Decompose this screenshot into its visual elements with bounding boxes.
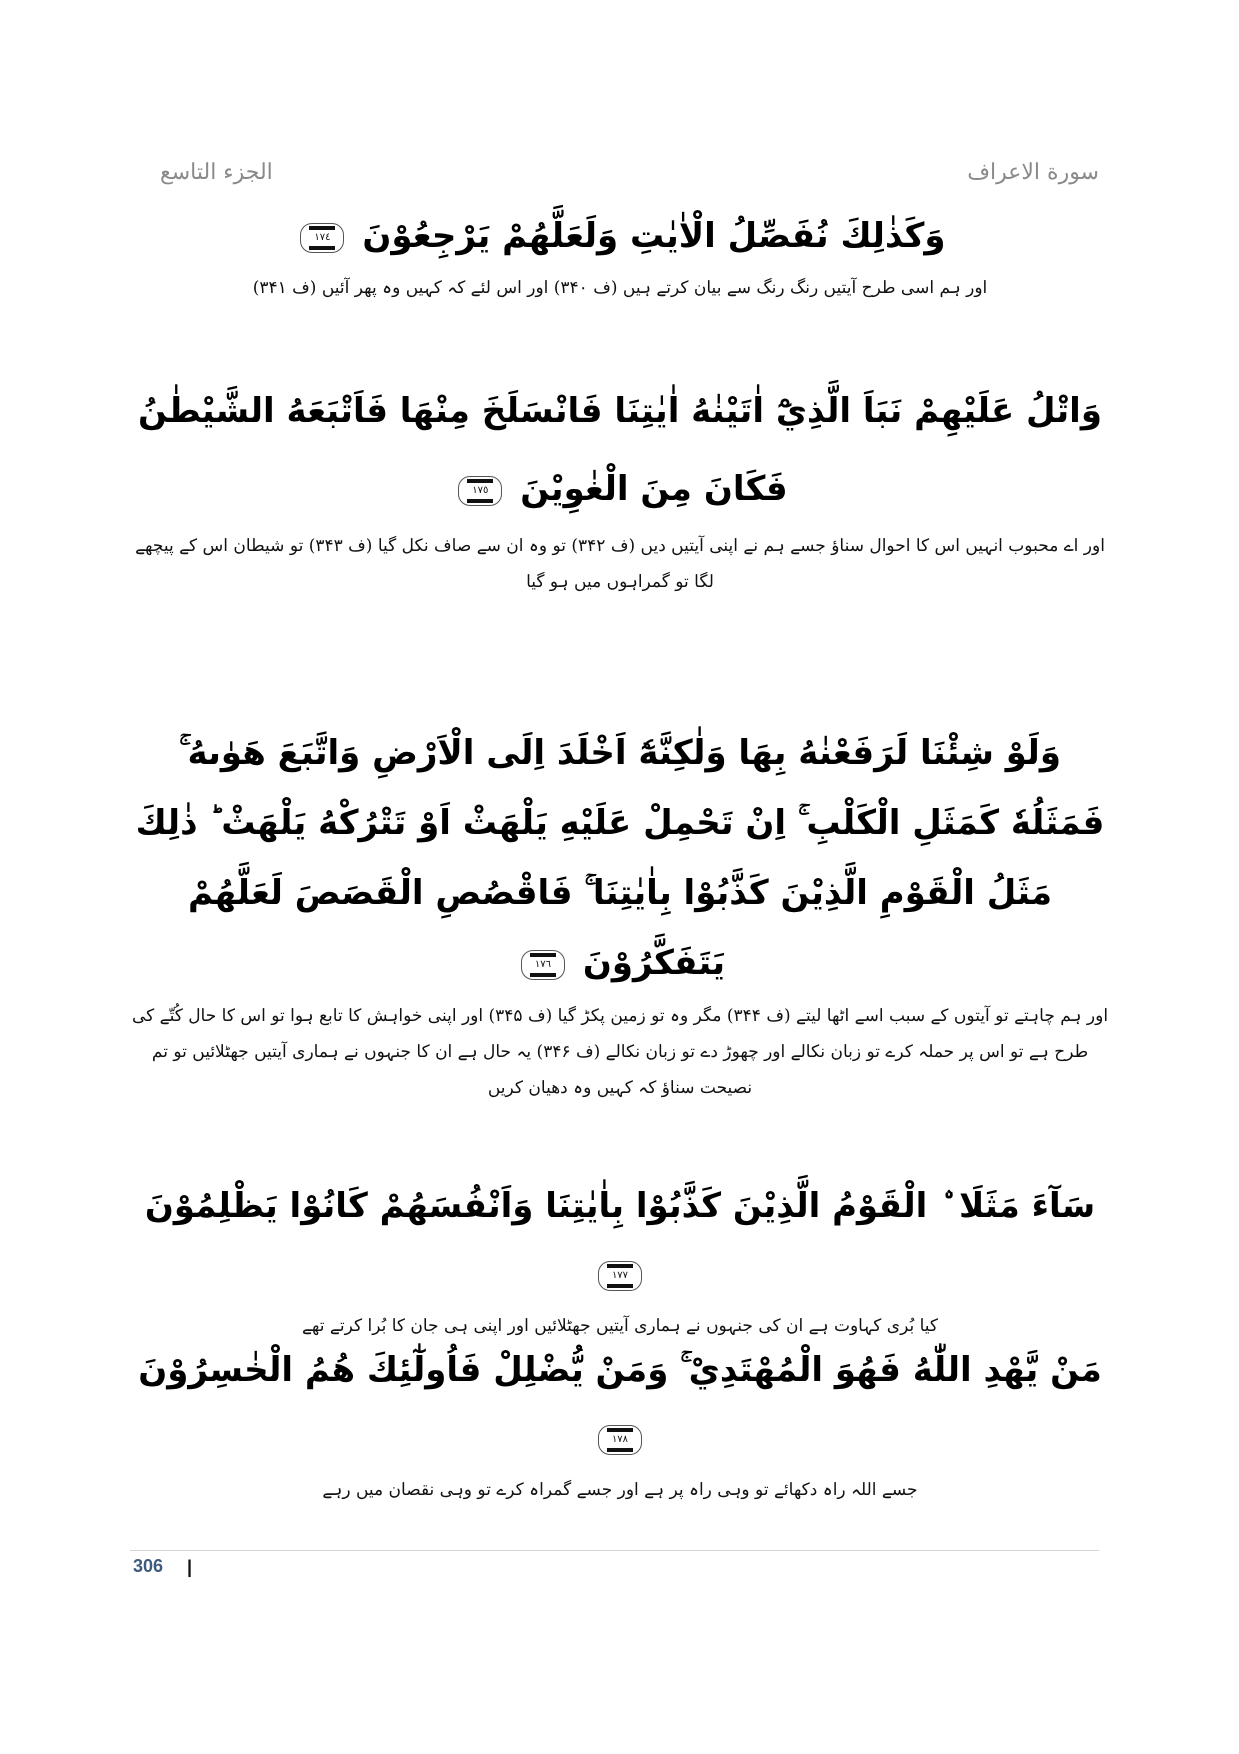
verse-block bbox=[130, 202, 1110, 306]
verse-translation: اور ہم چاہتے تو آیتوں کے سبب اسے اٹھا لیتے (ف ۳۴۴) مگر وہ تو زمین پکڑ گیا (ف ۳۴۵) اور اپنی خواہش کا تابع ہوا تو اس کا حال کُتّے کی طرح ہے تو اس پر حملہ کرے تو زبان نکالے اور چھوڑ دے تو زبان نکالے (ف ۳۴۶) یہ حال ہے ان کا جنہوں نے ہماری آیتیں جھٹلائیں تو تم نصیحت سناؤ کہ کہیں وہ دھیان کریں bbox=[131, 1006, 1109, 1098]
page-number-separator: | bbox=[187, 1557, 193, 1577]
footer-divider bbox=[130, 1550, 1099, 1551]
verse-number: ١٧٨ bbox=[611, 1433, 629, 1445]
verse-arabic bbox=[130, 1172, 1110, 1308]
verse-number-marker bbox=[521, 950, 565, 980]
verse-translation: اور ہم اسی طرح آیتیں رنگ رنگ سے بیان کرتے ہیں (ف ۳۴۰) اور اس لئے کہ کہیں وہ پھر آئیں (ف ۳۴۱) bbox=[252, 278, 988, 298]
verse-block bbox=[130, 372, 1110, 600]
verse-translation: جسے اللہ راہ دکھائے تو وہی راہ پر ہے اور جسے گمراہ کرے تو وہی نقصان میں رہے bbox=[322, 1480, 918, 1500]
verse-arabic bbox=[130, 372, 1110, 528]
verse-number: ١٧٥ bbox=[472, 484, 489, 496]
verse-number: ١٧٧ bbox=[611, 1269, 629, 1281]
verse-arabic bbox=[130, 202, 1110, 270]
verse-number-marker bbox=[458, 476, 502, 506]
verse-text: وَاتْلُ عَلَيْهِمْ نَبَاَ الَّذِيْٓ اٰتَيْنٰهُ اٰيٰتِنَا فَانْسَلَخَ مِنْهَا فَاَتْبَعَهُ الشَّيْطٰنُ فَكَانَ مِنَ الْغٰوِيْنَ bbox=[138, 391, 1102, 509]
page-number: 306 bbox=[133, 1556, 164, 1576]
verse-text: سَآءَ مَثَلَا ۨ الْقَوْمُ الَّذِيْنَ كَذَّبُوْا بِاٰيٰتِنَا وَاَنْفُسَهُمْ كَانُوْا يَظْلِمُوْنَ bbox=[144, 1186, 1096, 1226]
verse-arabic bbox=[130, 718, 1110, 998]
verse-block bbox=[130, 1172, 1110, 1344]
verse-text: وَكَذٰلِكَ نُفَصِّلُ الْاٰيٰتِ وَلَعَلَّهُمْ يَرْجِعُوْنَ bbox=[362, 216, 946, 256]
verse-block bbox=[130, 1336, 1110, 1508]
verse-number-marker bbox=[598, 1261, 642, 1291]
verse-translation: اور اے محبوب انہیں اس کا احوال سناؤ جسے ہم نے اپنی آیتیں دیں (ف ۳۴۲) تو وہ ان سے صاف نکل گیا (ف ۳۴۳) تو شیطان اس کے پیچھے لگا تو گمراہوں میں ہو گیا bbox=[135, 536, 1105, 592]
verse-block bbox=[130, 718, 1110, 1106]
verse-text: وَلَوْ شِئْنَا لَرَفَعْنٰهُ بِهَا وَلٰكِنَّهٗٓ اَخْلَدَ اِلَى الْاَرْضِ وَاتَّبَعَ هَوٰىهُ ۚ فَمَثَلُهٗ كَمَثَلِ الْكَلْبِ ۚ اِنْ تَحْمِلْ عَلَيْهِ يَلْهَثْ اَوْ تَتْرُكْهُ يَلْهَثْ ؕ ذٰلِكَ مَثَلُ الْقَوْمِ الَّذِيْنَ كَذَّبُوْا بِاٰيٰتِنَا ۚ فَاقْصُصِ الْقَصَصَ لَعَلَّهُمْ يَتَفَكَّرُوْنَ bbox=[135, 733, 1105, 983]
verse-translation: کیا بُری کہاوت ہے ان کی جنہوں نے ہماری آیتیں جھٹلائیں اور اپنی ہی جان کا بُرا کرتے تھے bbox=[301, 1316, 939, 1336]
verse-number-marker bbox=[598, 1425, 642, 1455]
verse-text: مَنْ يَّهْدِ اللّٰهُ فَهُوَ الْمُهْتَدِيْ ۚ وَمَنْ يُّضْلِلْ فَاُولٰٓئِكَ هُمُ الْخٰسِرُوْنَ bbox=[138, 1350, 1102, 1390]
juz-header: الجزء التاسع bbox=[160, 160, 273, 185]
verse-number: ١٧٤ bbox=[314, 231, 331, 243]
verse-number-marker bbox=[300, 223, 344, 253]
surah-header: سورة الاعراف bbox=[967, 160, 1099, 185]
verse-number: ١٧٦ bbox=[534, 958, 552, 970]
verse-arabic bbox=[130, 1336, 1110, 1472]
